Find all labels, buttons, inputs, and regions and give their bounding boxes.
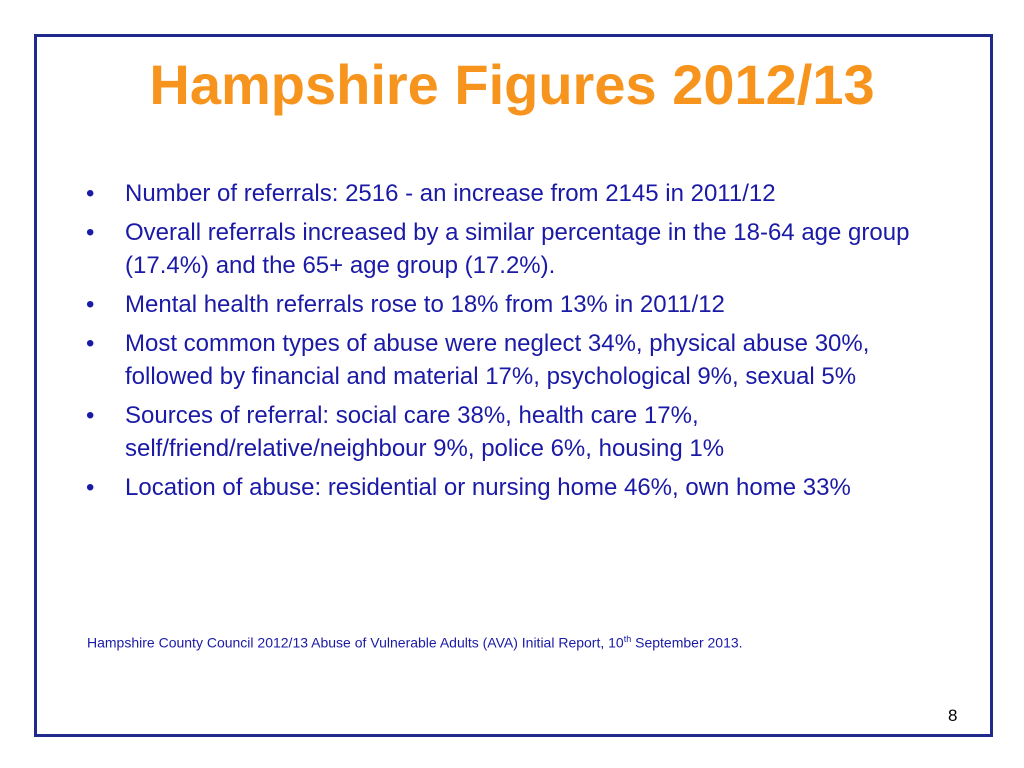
bullet-glyph: • [86,474,95,501]
page-number: 8 [948,706,958,725]
slide-title: Hampshire Figures 2012/13 [149,53,875,116]
bullet-item-mental-health [84,288,944,321]
citation-superscript: th [623,634,632,644]
bullet-glyph: • [86,402,95,429]
citation-text: Hampshire County Council 2012/13 Abuse of Vulnerable Adults (AVA) Initial Report, 10 [87,634,624,651]
bullet-text: Number of referrals: 2516 - an increase from 2145 in 2011/12 [125,180,776,207]
bullet-list [84,177,944,510]
bullet-item-abuse-types [84,327,944,393]
source-citation [87,634,743,651]
bullet-glyph: • [86,330,95,357]
bullet-glyph: • [86,180,95,207]
bullet-item-age-groups [84,216,944,282]
bullet-glyph: • [86,291,95,318]
bullet-text: Location of abuse: residential or nursing home 46%, own home 33% [125,474,851,501]
bullet-glyph: • [86,219,95,246]
bullet-item-referrals [84,177,944,210]
bullet-text: Mental health referrals rose to 18% from 13% in 2011/12 [125,291,725,318]
bullet-text: Sources of referral: social care 38%, health care 17%, self/friend/relative/neighbour 9%, police 6%, housing 1% [125,402,725,462]
citation-text-end: September 2013. [631,634,743,651]
bullet-text: Overall referrals increased by a similar percentage in the 18-64 age group (17.4%) and the 65+ age group (17.2%). [125,219,910,279]
bullet-text: Most common types of abuse were neglect 34%, physical abuse 30%, followed by financial and material 17%, psychological 9%, sexual 5% [125,330,870,390]
bullet-item-abuse-location [84,471,944,504]
bullet-item-referral-sources [84,399,944,465]
